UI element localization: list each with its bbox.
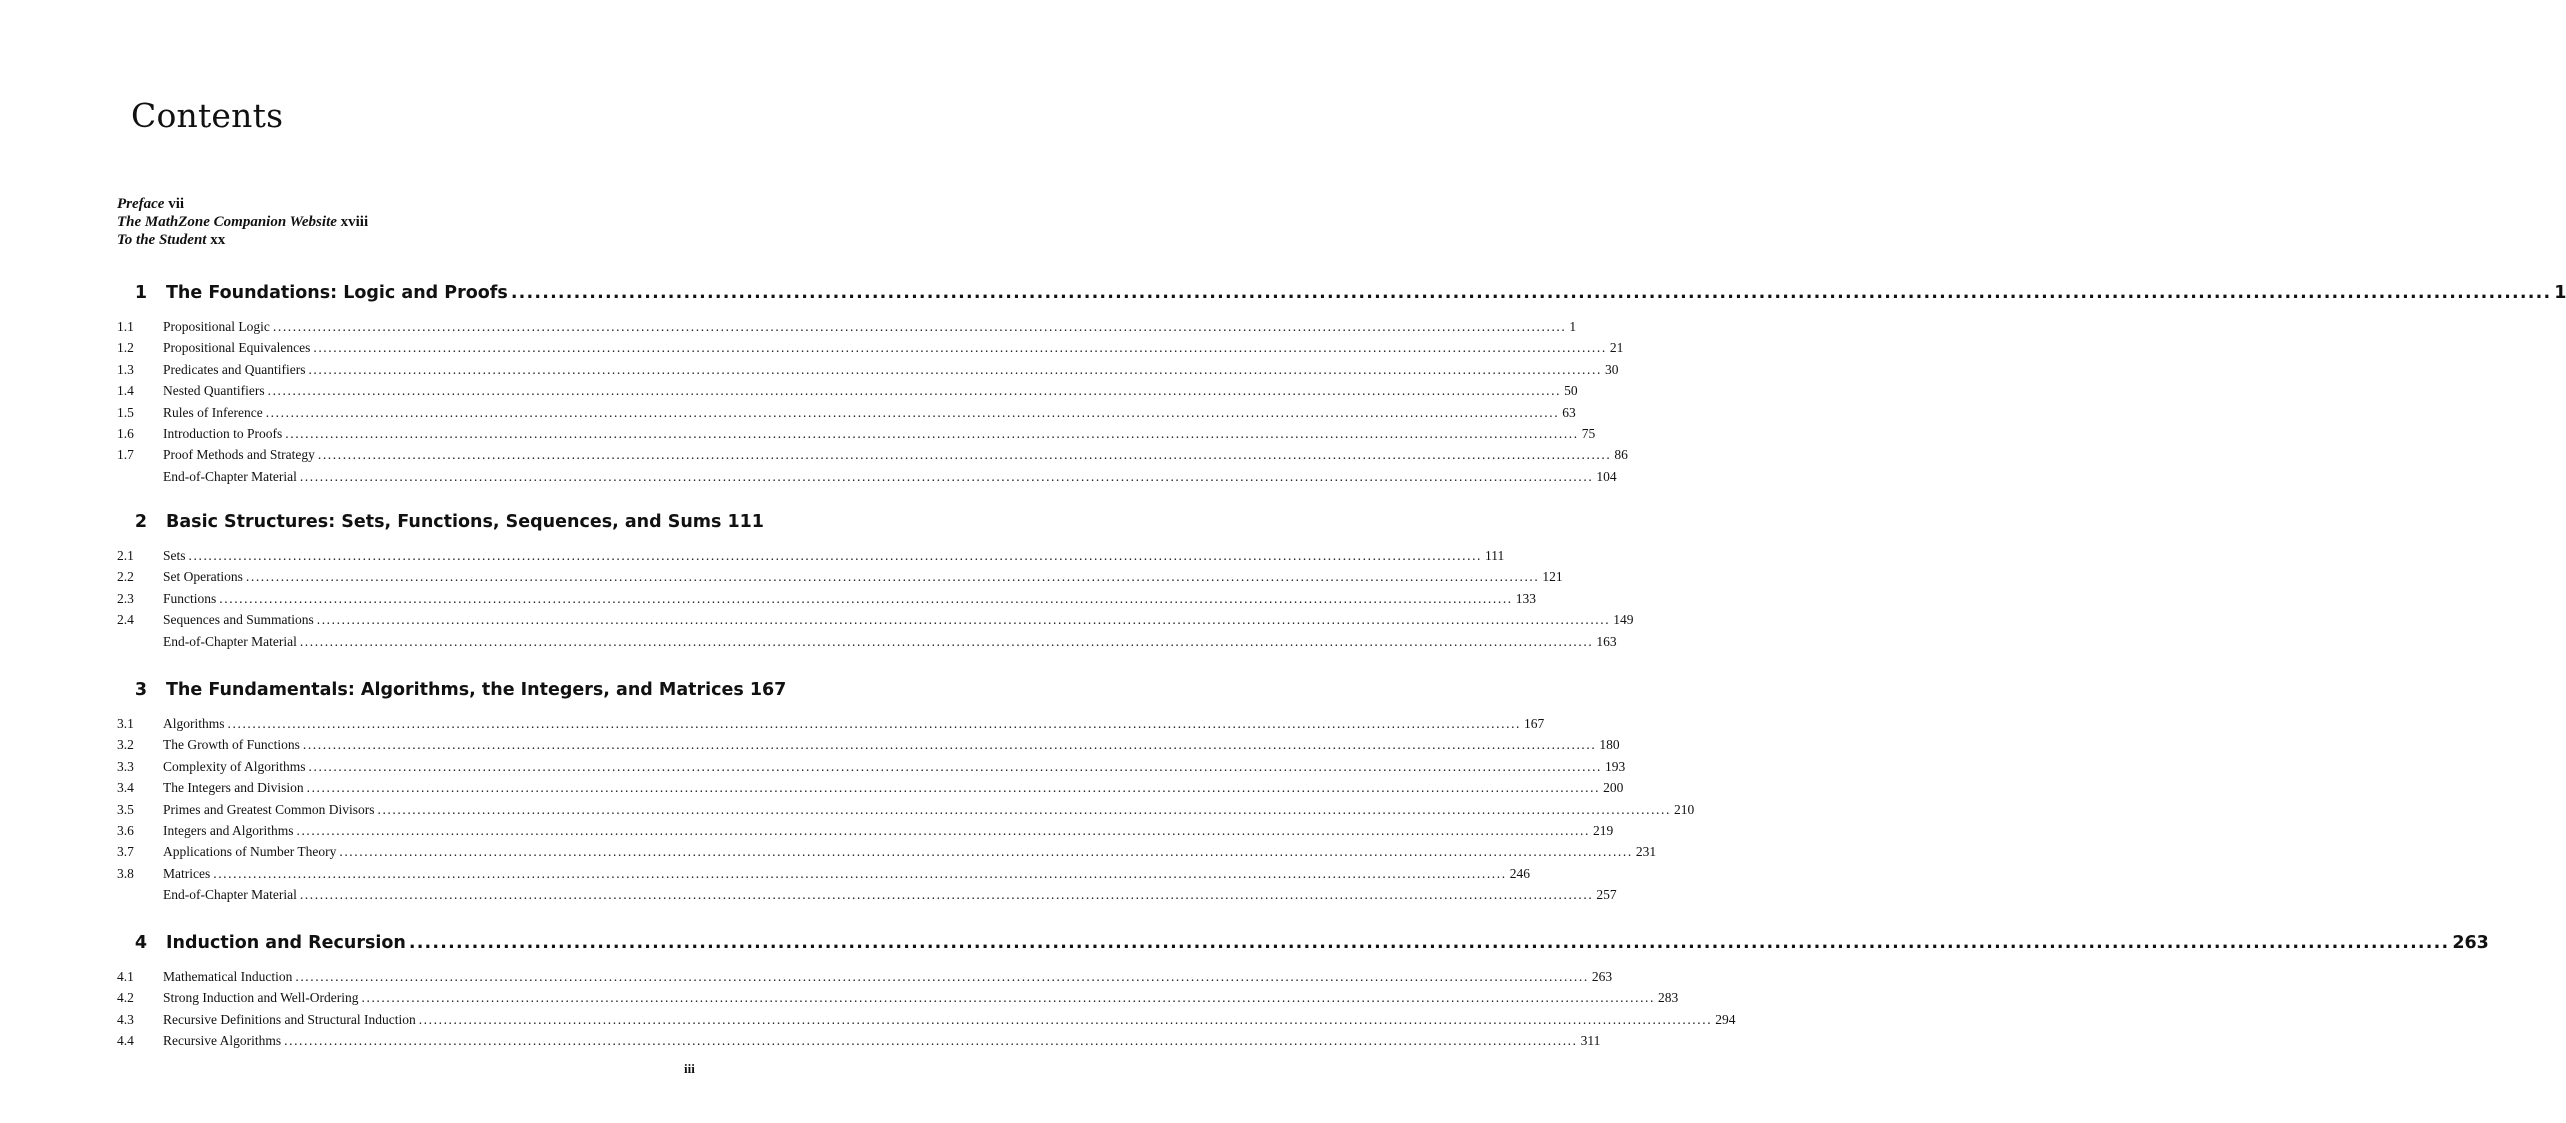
chapter-page: 111 (727, 512, 764, 532)
section-page: 104 (1596, 468, 1617, 484)
section-title: Matrices (163, 865, 211, 881)
section-number: 1.4 (117, 383, 134, 399)
section-entry[interactable] (117, 715, 1545, 733)
section-page: 167 (1524, 716, 1545, 731)
section-entry[interactable] (117, 404, 1576, 422)
section-title: Mathematical Induction (163, 969, 293, 984)
chapter-heading[interactable] (118, 680, 787, 700)
section-entry[interactable] (117, 590, 1537, 608)
dot-leader: .................................................................................................................................................................................................................................................................... (361, 990, 1655, 1006)
section-number: 3.2 (117, 737, 134, 753)
dot-leader: .................................................................................................................................................................................................................................................................... (299, 887, 1594, 903)
section-page: 193 (1605, 758, 1626, 774)
section-title: Applications of Number Theory (163, 844, 337, 860)
chapter-title: The Fundamentals: Algorithms, the Integers, and Matrices (166, 680, 744, 700)
section-title: The Growth of Functions (163, 737, 300, 753)
chapter-number: 2 (134, 512, 148, 532)
dot-leader: .................................................................................................................................................................................................................................................................... (295, 969, 1589, 984)
section-number: 1.6 (117, 426, 134, 441)
section-page: 86 (1614, 447, 1628, 463)
section-page: 231 (1635, 844, 1657, 860)
section-entry[interactable] (117, 547, 1505, 565)
section-title: End-of-Chapter Material (163, 468, 297, 484)
front-matter-label: The MathZone Companion Website (117, 214, 337, 230)
chapter-title: The Foundations: Logic and Proofs (166, 283, 508, 303)
section-title: End-of-Chapter Material (163, 887, 297, 903)
section-number: 2.4 (117, 612, 134, 628)
dot-leader: .................................................................................................................................................................................................................................................................... (265, 404, 1560, 420)
dot-leader: .................................................................................................................................................................................................................................................................... (302, 737, 1597, 753)
section-title: Recursive Definitions and Structural Induction (163, 1011, 416, 1027)
section-page: 283 (1658, 990, 1679, 1006)
dot-leader: .................................................................................................................................................................................................................................................................... (227, 716, 1522, 731)
section-number: 3.4 (117, 780, 134, 796)
section-page: 180 (1599, 737, 1620, 753)
dot-leader: .................................................................................................................................................................................................................................................................... (299, 633, 1594, 649)
section-page: 263 (1591, 969, 1613, 984)
chapter-page: 1 (2554, 283, 2566, 303)
section-number: 3.8 (117, 865, 134, 881)
dot-leader: .................................................................................................................................................................................................................................................................... (510, 283, 2552, 303)
chapter-page: 263 (2452, 933, 2489, 953)
page-title: Contents (131, 96, 284, 135)
front-matter-label: Preface (117, 196, 165, 212)
section-title: Integers and Algorithms (163, 823, 294, 838)
section-page: 75 (1581, 426, 1596, 441)
section-entry[interactable] (117, 446, 1628, 464)
dot-leader: .................................................................................................................................................................................................................................................................... (267, 383, 1562, 399)
section-title: Complexity of Algorithms (163, 758, 306, 774)
section-entry[interactable] (117, 989, 1679, 1007)
section-page: 149 (1613, 612, 1634, 628)
dot-leader: .................................................................................................................................................................................................................................................................... (316, 612, 1611, 628)
dot-leader: .................................................................................................................................................................................................................................................................... (285, 426, 1579, 441)
dot-leader: .................................................................................................................................................................................................................................................................... (306, 780, 1601, 796)
section-page: 30 (1604, 361, 1619, 377)
section-entry[interactable] (117, 736, 1620, 754)
section-page: 200 (1603, 780, 1624, 796)
dot-leader: .................................................................................................................................................................................................................................................................... (418, 1011, 1713, 1027)
section-number: 3.3 (117, 758, 134, 774)
section-entry[interactable] (117, 1032, 1601, 1050)
section-page: 246 (1509, 865, 1530, 881)
section-page: 121 (1542, 569, 1563, 585)
chapter-heading[interactable] (118, 283, 2566, 303)
section-entry[interactable] (117, 633, 1617, 651)
section-number: 1.3 (117, 361, 134, 377)
section-title: Introduction to Proofs (163, 426, 283, 441)
section-title: Recursive Algorithms (163, 1033, 282, 1049)
section-title: Functions (163, 590, 217, 606)
section-title: Propositional Logic (163, 319, 270, 334)
section-title: Strong Induction and Well-Ordering (163, 990, 359, 1006)
section-title: Nested Quantifiers (163, 383, 265, 399)
section-number: 3.6 (117, 823, 134, 838)
section-title: Predicates and Quantifiers (163, 361, 306, 377)
dot-leader: .................................................................................................................................................................................................................................................................... (245, 569, 1540, 585)
chapter-number: 4 (134, 933, 148, 953)
dot-leader: .................................................................................................................................................................................................................................................................... (299, 468, 1594, 484)
dot-leader: .................................................................................................................................................................................................................................................................... (219, 590, 1513, 606)
section-number: 4.4 (117, 1033, 134, 1049)
section-number: 1.1 (117, 319, 134, 334)
chapter-page: 167 (749, 680, 787, 700)
section-page: 63 (1562, 404, 1576, 420)
section-entry[interactable] (117, 886, 1617, 904)
section-title: Primes and Greatest Common Divisors (163, 801, 375, 817)
section-title: Set Operations (163, 569, 243, 585)
chapter-title: Basic Structures: Sets, Functions, Sequences, and Sums (166, 512, 722, 532)
section-title: Rules of Inference (163, 404, 263, 420)
section-entry[interactable] (117, 468, 1617, 486)
section-number: 3.5 (117, 801, 134, 817)
section-page: 1 (1569, 319, 1577, 334)
section-page: 257 (1596, 887, 1617, 903)
section-title: End-of-Chapter Material (163, 633, 297, 649)
section-page: 133 (1515, 590, 1537, 606)
section-number: 1.7 (117, 447, 134, 463)
dot-leader: .................................................................................................................................................................................................................................................................... (308, 758, 1603, 774)
section-number: 4.1 (117, 969, 134, 984)
section-number: 2.2 (117, 569, 134, 585)
front-matter-page: xx (210, 232, 226, 248)
section-entry[interactable] (117, 1011, 1736, 1029)
chapter-heading[interactable] (118, 933, 2489, 953)
dot-leader: .................................................................................................................................................................................................................................................................... (308, 361, 1602, 377)
section-entry[interactable] (117, 801, 1695, 819)
section-page: 294 (1715, 1011, 1736, 1027)
front-matter-page: xviii (340, 214, 369, 230)
dot-leader: .................................................................................................................................................................................................................................................................... (284, 1033, 1578, 1049)
section-number: 4.3 (117, 1011, 134, 1027)
section-title: Sets (163, 548, 186, 563)
section-page: 163 (1596, 633, 1617, 649)
section-title: Proof Methods and Strategy (163, 447, 315, 463)
section-entry[interactable] (117, 425, 1596, 443)
section-entry[interactable] (117, 611, 1634, 629)
dot-leader: .................................................................................................................................................................................................................................................................... (339, 844, 1633, 860)
section-entry[interactable] (117, 318, 1577, 336)
front-matter-item (117, 231, 368, 249)
section-number: 3.1 (117, 716, 134, 731)
dot-leader: .................................................................................................................................................................................................................................................................... (408, 933, 2450, 953)
page-number: iii (684, 1061, 695, 1076)
front-matter-list (117, 195, 368, 249)
section-number: 2.3 (117, 590, 134, 606)
section-entry[interactable] (117, 339, 1624, 357)
front-matter-item (117, 213, 368, 231)
section-title: Sequences and Summations (163, 612, 314, 628)
section-number: 3.7 (117, 844, 134, 860)
chapter-number: 1 (134, 283, 148, 303)
section-number: 1.2 (117, 340, 134, 356)
section-number: 4.2 (117, 990, 134, 1006)
front-matter-page: vii (168, 196, 185, 212)
section-entry[interactable] (117, 865, 1530, 883)
section-page: 50 (1564, 383, 1578, 399)
chapter-number: 3 (134, 680, 148, 700)
dot-leader: .................................................................................................................................................................................................................................................................... (377, 801, 1671, 817)
section-entry[interactable] (117, 843, 1657, 861)
section-entry[interactable] (117, 968, 1613, 986)
section-page: 210 (1673, 801, 1695, 817)
chapter-title: Induction and Recursion (166, 933, 406, 953)
section-title: Propositional Equivalences (163, 340, 311, 356)
section-entry[interactable] (117, 361, 1619, 379)
section-number: 2.1 (117, 548, 134, 563)
dot-leader: .................................................................................................................................................................................................................................................................... (317, 447, 1612, 463)
section-page: 311 (1580, 1033, 1601, 1049)
section-entry[interactable] (117, 758, 1626, 776)
section-entry[interactable] (117, 822, 1614, 840)
section-entry[interactable] (117, 779, 1624, 797)
dot-leader: .................................................................................................................................................................................................................................................................... (313, 340, 1607, 356)
dot-leader: .................................................................................................................................................................................................................................................................... (272, 319, 1567, 334)
section-entry[interactable] (117, 382, 1578, 400)
dot-leader: .................................................................................................................................................................................................................................................................... (296, 823, 1590, 838)
section-page: 111 (1485, 548, 1505, 563)
section-number: 1.5 (117, 404, 134, 420)
section-title: The Integers and Division (163, 780, 304, 796)
section-title: Algorithms (163, 716, 225, 731)
chapter-heading[interactable] (118, 512, 764, 532)
dot-leader: .................................................................................................................................................................................................................................................................... (188, 548, 1483, 563)
dot-leader: .................................................................................................................................................................................................................................................................... (213, 865, 1507, 881)
section-page: 219 (1592, 823, 1614, 838)
section-page: 21 (1609, 340, 1624, 356)
front-matter-item (117, 195, 368, 213)
section-entry[interactable] (117, 568, 1563, 586)
front-matter-label: To the Student (117, 232, 207, 248)
